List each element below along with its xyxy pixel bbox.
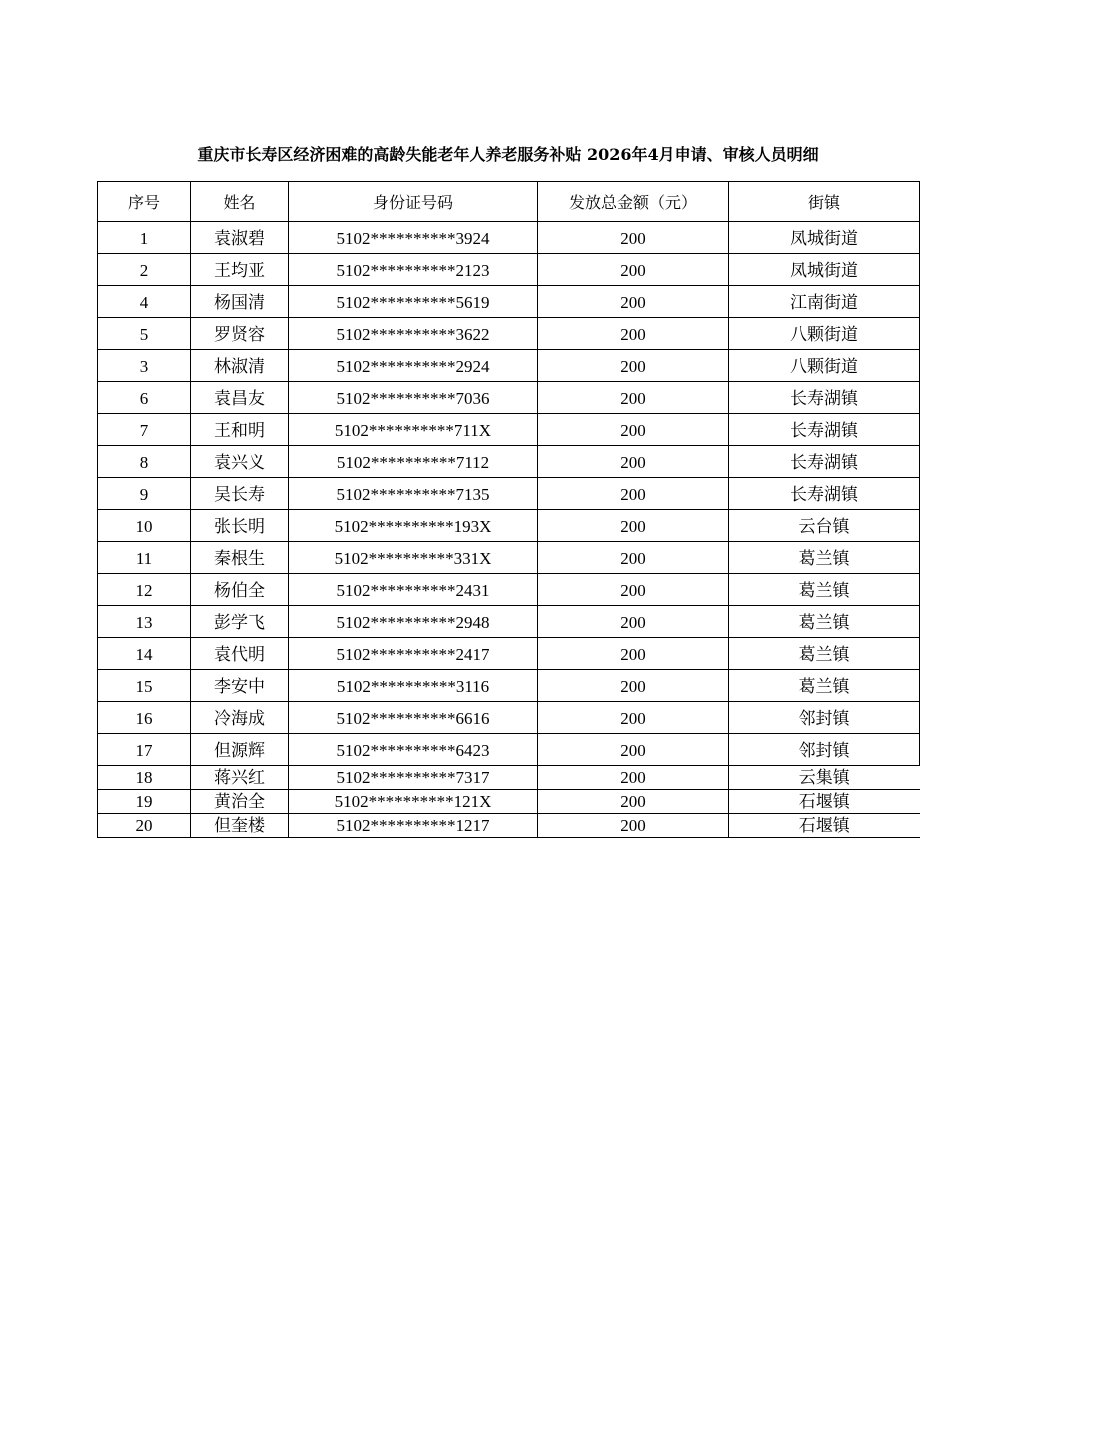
cell-seq: 19 bbox=[98, 790, 191, 814]
cell-town: 凤城街道 bbox=[729, 222, 920, 254]
subsidy-roster-table bbox=[97, 181, 920, 838]
cell-name: 杨国清 bbox=[191, 286, 289, 318]
cell-town: 长寿湖镇 bbox=[729, 382, 920, 414]
cell-name: 张长明 bbox=[191, 510, 289, 542]
table-row bbox=[98, 414, 920, 446]
cell-town: 石堰镇 bbox=[729, 814, 920, 838]
cell-id-number: 5102**********3924 bbox=[289, 222, 538, 254]
cell-town: 邻封镇 bbox=[729, 734, 920, 766]
cell-seq: 18 bbox=[98, 766, 191, 790]
cell-amount: 200 bbox=[538, 814, 729, 838]
cell-seq: 15 bbox=[98, 670, 191, 702]
cell-name: 冷海成 bbox=[191, 702, 289, 734]
cell-amount: 200 bbox=[538, 638, 729, 670]
table-row bbox=[98, 606, 920, 638]
cell-amount: 200 bbox=[538, 670, 729, 702]
cell-id-number: 5102**********3622 bbox=[289, 318, 538, 350]
header-name: 姓名 bbox=[191, 182, 289, 222]
cell-id-number: 5102**********121X bbox=[289, 790, 538, 814]
cell-amount: 200 bbox=[538, 382, 729, 414]
table-row bbox=[98, 670, 920, 702]
cell-id-number: 5102**********7036 bbox=[289, 382, 538, 414]
cell-amount: 200 bbox=[538, 446, 729, 478]
cell-name: 吴长寿 bbox=[191, 478, 289, 510]
table-row bbox=[98, 318, 920, 350]
cell-amount: 200 bbox=[538, 574, 729, 606]
cell-amount: 200 bbox=[538, 766, 729, 790]
cell-id-number: 5102**********3116 bbox=[289, 670, 538, 702]
cell-id-number: 5102**********1217 bbox=[289, 814, 538, 838]
cell-id-number: 5102**********7112 bbox=[289, 446, 538, 478]
cell-name: 黄治全 bbox=[191, 790, 289, 814]
cell-town: 邻封镇 bbox=[729, 702, 920, 734]
cell-seq: 20 bbox=[98, 814, 191, 838]
cell-amount: 200 bbox=[538, 542, 729, 574]
cell-name: 李安中 bbox=[191, 670, 289, 702]
cell-name: 彭学飞 bbox=[191, 606, 289, 638]
cell-name: 袁代明 bbox=[191, 638, 289, 670]
cell-name: 袁昌友 bbox=[191, 382, 289, 414]
cell-town: 长寿湖镇 bbox=[729, 414, 920, 446]
cell-id-number: 5102**********2924 bbox=[289, 350, 538, 382]
table-row bbox=[98, 542, 920, 574]
cell-town: 长寿湖镇 bbox=[729, 446, 920, 478]
cell-name: 但源辉 bbox=[191, 734, 289, 766]
cell-seq: 16 bbox=[98, 702, 191, 734]
table-row bbox=[98, 254, 920, 286]
table-row bbox=[98, 478, 920, 510]
cell-seq: 3 bbox=[98, 350, 191, 382]
cell-id-number: 5102**********2123 bbox=[289, 254, 538, 286]
cell-seq: 6 bbox=[98, 382, 191, 414]
cell-amount: 200 bbox=[538, 350, 729, 382]
cell-id-number: 5102**********2431 bbox=[289, 574, 538, 606]
table-header-row bbox=[98, 182, 920, 222]
cell-id-number: 5102**********6423 bbox=[289, 734, 538, 766]
cell-seq: 4 bbox=[98, 286, 191, 318]
cell-town: 江南街道 bbox=[729, 286, 920, 318]
cell-town: 云台镇 bbox=[729, 510, 920, 542]
cell-town: 葛兰镇 bbox=[729, 638, 920, 670]
cell-seq: 9 bbox=[98, 478, 191, 510]
cell-amount: 200 bbox=[538, 734, 729, 766]
cell-amount: 200 bbox=[538, 478, 729, 510]
cell-amount: 200 bbox=[538, 254, 729, 286]
cell-seq: 11 bbox=[98, 542, 191, 574]
cell-seq: 1 bbox=[98, 222, 191, 254]
cell-town: 八颗街道 bbox=[729, 350, 920, 382]
cell-id-number: 5102**********193X bbox=[289, 510, 538, 542]
cell-name: 蒋兴红 bbox=[191, 766, 289, 790]
header-id-number: 身份证号码 bbox=[289, 182, 538, 222]
cell-town: 凤城街道 bbox=[729, 254, 920, 286]
cell-name: 王均亚 bbox=[191, 254, 289, 286]
cell-name: 林淑清 bbox=[191, 350, 289, 382]
table-row bbox=[98, 446, 920, 478]
document-title: 重庆市长寿区经济困难的高龄失能老年人养老服务补贴 2026年4月申请、审核人员明细 bbox=[197, 145, 819, 164]
cell-name: 但奎楼 bbox=[191, 814, 289, 838]
cell-seq: 12 bbox=[98, 574, 191, 606]
cell-town: 葛兰镇 bbox=[729, 606, 920, 638]
cell-seq: 14 bbox=[98, 638, 191, 670]
cell-name: 秦根生 bbox=[191, 542, 289, 574]
cell-town: 葛兰镇 bbox=[729, 670, 920, 702]
table-row bbox=[98, 350, 920, 382]
table-row bbox=[98, 222, 920, 254]
cell-id-number: 5102**********7135 bbox=[289, 478, 538, 510]
cell-seq: 5 bbox=[98, 318, 191, 350]
table-row bbox=[98, 382, 920, 414]
cell-id-number: 5102**********2417 bbox=[289, 638, 538, 670]
cell-name: 王和明 bbox=[191, 414, 289, 446]
cell-seq: 7 bbox=[98, 414, 191, 446]
cell-amount: 200 bbox=[538, 286, 729, 318]
cell-seq: 10 bbox=[98, 510, 191, 542]
cell-town: 葛兰镇 bbox=[729, 574, 920, 606]
cell-town: 云集镇 bbox=[729, 766, 920, 790]
cell-name: 袁兴义 bbox=[191, 446, 289, 478]
header-seq: 序号 bbox=[98, 182, 191, 222]
cell-seq: 13 bbox=[98, 606, 191, 638]
cell-amount: 200 bbox=[538, 510, 729, 542]
cell-seq: 2 bbox=[98, 254, 191, 286]
cell-amount: 200 bbox=[538, 606, 729, 638]
cell-town: 葛兰镇 bbox=[729, 542, 920, 574]
cell-id-number: 5102**********2948 bbox=[289, 606, 538, 638]
cell-id-number: 5102**********711X bbox=[289, 414, 538, 446]
cell-id-number: 5102**********6616 bbox=[289, 702, 538, 734]
cell-name: 杨伯全 bbox=[191, 574, 289, 606]
table-row bbox=[98, 814, 920, 838]
cell-amount: 200 bbox=[538, 414, 729, 446]
cell-town: 长寿湖镇 bbox=[729, 478, 920, 510]
cell-amount: 200 bbox=[538, 790, 729, 814]
table-row bbox=[98, 734, 920, 766]
cell-id-number: 5102**********7317 bbox=[289, 766, 538, 790]
table-row bbox=[98, 286, 920, 318]
table-row bbox=[98, 790, 920, 814]
cell-town: 石堰镇 bbox=[729, 790, 920, 814]
cell-id-number: 5102**********331X bbox=[289, 542, 538, 574]
cell-id-number: 5102**********5619 bbox=[289, 286, 538, 318]
cell-amount: 200 bbox=[538, 318, 729, 350]
table-row bbox=[98, 574, 920, 606]
cell-town: 八颗街道 bbox=[729, 318, 920, 350]
cell-seq: 8 bbox=[98, 446, 191, 478]
table-row bbox=[98, 510, 920, 542]
header-amount: 发放总金额（元） bbox=[538, 182, 729, 222]
table-row bbox=[98, 702, 920, 734]
cell-seq: 17 bbox=[98, 734, 191, 766]
cell-amount: 200 bbox=[538, 222, 729, 254]
cell-amount: 200 bbox=[538, 702, 729, 734]
header-town: 街镇 bbox=[729, 182, 920, 222]
table-row bbox=[98, 766, 920, 790]
table-row bbox=[98, 638, 920, 670]
cell-name: 袁淑碧 bbox=[191, 222, 289, 254]
cell-name: 罗贤容 bbox=[191, 318, 289, 350]
